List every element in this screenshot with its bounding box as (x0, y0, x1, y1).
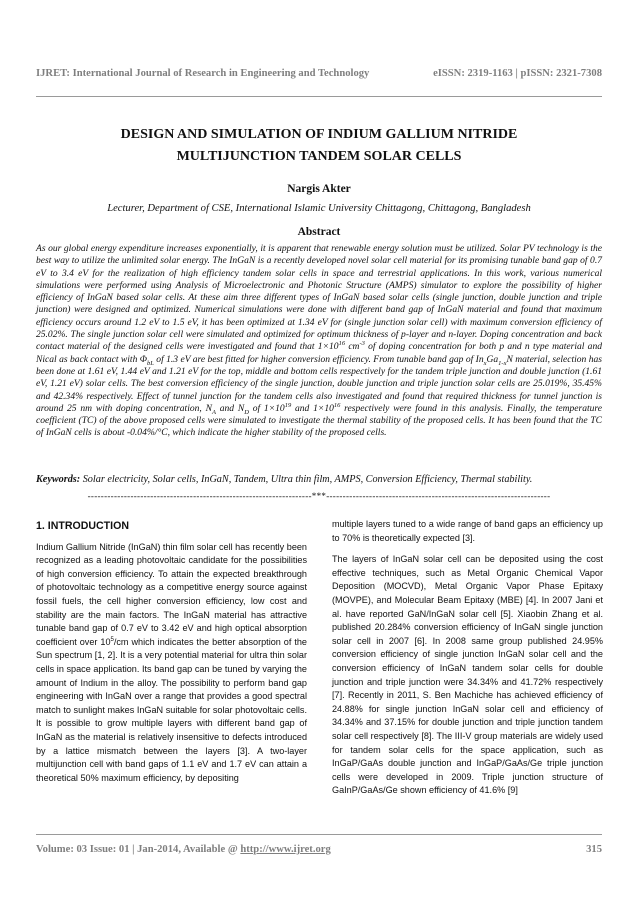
journal-website-link[interactable]: http://www.ijret.org (240, 844, 331, 855)
footer-rule (36, 834, 602, 835)
section-separator: --------------------------------------------------------------------***-------------------------------------------------------------------- (87, 491, 551, 501)
keywords (36, 474, 602, 485)
journal-name: IJRET: International Journal of Research in Engineering and Technology (36, 68, 370, 79)
abstract-heading: Abstract (297, 226, 341, 238)
footer-volume: Volume: 03 Issue: 01 | Jan-2014, Available @ http://www.ijret.org (36, 844, 331, 855)
journal-header (36, 68, 602, 79)
keywords-label: Keywords: (36, 474, 81, 485)
paper-title (36, 124, 602, 168)
page-footer (36, 844, 602, 855)
title-line-1: DESIGN AND SIMULATION OF INDIUM GALLIUM NITRIDE (120, 127, 518, 142)
intro-paragraph-2: multiple layers tuned to a wide range of band gaps an efficiency up to 70% is theoretically expected [3]. (332, 519, 603, 543)
intro-paragraph-1: Indium Gallium Nitride (InGaN) thin film solar cell has recently been recognized as a leading photovoltaic candidate for the possibilities of high conversion efficiency. To attain the expected breakthrough of photovoltaic technology as a competitive energy source against fossil fuels, the cell higher conversion efficiency, low cost and stability are the main factors. The InGaN material has attractive tunable band gap of 0.7 eV to 3.42 eV and high optical absorption coefficient over $10^5/cm$ which indicates the better absorption of the Sun spectrum [1, 2]. It is a very potential material for ultra thin solar cells in space application. Its band gap can be tuned by varying the amount of Indium in the alloy. The possibility to perform band gap engineering with InGaN over a range that provides a good spectral match to sunlight makes InGaN suitable for solar photovoltaic cells. It is possible to grow multiple layers with different band gap of InGaN as the material is relatively insensitive to defects introduced by a lattice mismatch between the layers [3]. A two-layer multijunction cell with band gaps of 1.1 eV and 1.7 eV can attain a theoretical 50% maximum efficiency, by depositing (36, 541, 307, 783)
title-line-2: MULTIJUNCTION TANDEM SOLAR CELLS (176, 149, 462, 164)
intro-paragraph-3: The layers of InGaN solar cell can be deposited using the cost effective techniques, such as Metal Organic Chemical Vapor Deposition (MOCVD), Metal Organic Vapor Phase Epitaxy (MOVPE), and Molecular Beam Epitaxy (MBE) [4]. In 2007 Jani et al. have reported GaN/InGaN solar cell [5]. Xiaobin Zhang et al. published 20.284% conversion efficiency of InGaN single junction solar cell in 2007 [6]. In 2008 same group published 24.95% conversion efficiency of single junction InGaN solar cell and the conversion efficiency of InGaN tandem solar cells for double junction and triple junction were 34.34% and 41.72% respectively [7]. Recently in 2011, S. Ben Machiche has achieved efficiency of 24.88% for single junction InGaN solar cell and efficiency of 34.34% and 37.15% for double junction and triple junction tandem solar cell respectively [8]. The III-V group materials are widely used for tandem solar cells for the space application, such as InGaP/GaAs double junction and InGaP/GaAs/Ge triple junction cells were developed in 2009. Triple junction structure of GaInP/GaAs/Ge shown efficiency of 41.6% [9] (332, 554, 603, 796)
page-number: 315 (586, 844, 602, 855)
author-affiliation: Lecturer, Department of CSE, International Islamic University Chittagong, Chittagong, Bangladesh (107, 203, 531, 214)
issn: eISSN: 2319-1163 | pISSN: 2321-7308 (433, 68, 602, 79)
section-heading-introduction: 1. INTRODUCTION (36, 520, 129, 532)
right-column (332, 518, 603, 806)
abstract-body: As our global energy expenditure increases exponentially, it is apparent that renewable energy solution must be utilized. Solar PV technology is the best way to utilize the unlimited solar energy. The InGaN is a recently developed novel solar cell material for its promising tunable band gap of 0.7 eV to 3.4 eV for the realization of high efficiency tandem solar cells in space and terrestrial applications. In this work, various numerical simulations were performed using Analysis of Microelectronic and Photonic Structure (AMPS) simulator to explore the possibility of higher efficiency of InGaN based solar cells. At these aim three different types of InGaN based solar cells (single junction, double junction and triple junction) were designed and optimized. Numerical simulations were done with different band gap of InGaN material and found that maximum efficiency occurs around 1.2 eV to 1.5 eV, it has been optimized at 1.34 eV for (single junction solar cell) with maximum conversion efficiency of 25.02%. The single junction solar cell were simulated and optimized for optimum thickness of p-layer and n-layer. Doping concentration and back contact material of the designed cells were investigated and found that $1\times 10^{16}$ $cm^{-3}$ of doping concentration for both p and n type material and Nical as back contact with $\Phi_{bL}$ of 1.3 eV are best fitted for higher conversion efficiency. From tunable band gap of $In_xGa_{1-x}N$ material, selection has been done at 1.61 eV, 1.44 eV and 1.21 eV for the top, middle and bottom cells respectively for the tandem triple junction and double junction (1.61 eV, 1.21 eV) solar cells. The best conversion efficiency of the single junction, double junction and triple junction solar cells are 25.019%, 35.45% and 42.34% respectively. Effect of tunnel junction for the tandem cells also investigated and found that required thickness for tunnel junction is around 25 nm with doping concentration, $N_A$ and $N_D$ of $1\times 10^{19}$ and $1\times 10^{16}$ respectively were found in this analysis. Finally, the temperature coefficient (TC) of the above proposed cells were simulated to investigate the thermal stability of the proposed cells. It has been found that the TC of InGaN cells is about -0.04%/°C, which indicate the higher stability of the proposed cells. (36, 243, 602, 439)
left-column (36, 516, 307, 793)
keywords-text: Solar electricity, Solar cells, InGaN, Tandem, Ultra thin film, AMPS, Conversion Efficiency, Thermal stability. (80, 474, 533, 485)
author-name: Nargis Akter (287, 183, 351, 195)
header-rule (36, 96, 602, 97)
